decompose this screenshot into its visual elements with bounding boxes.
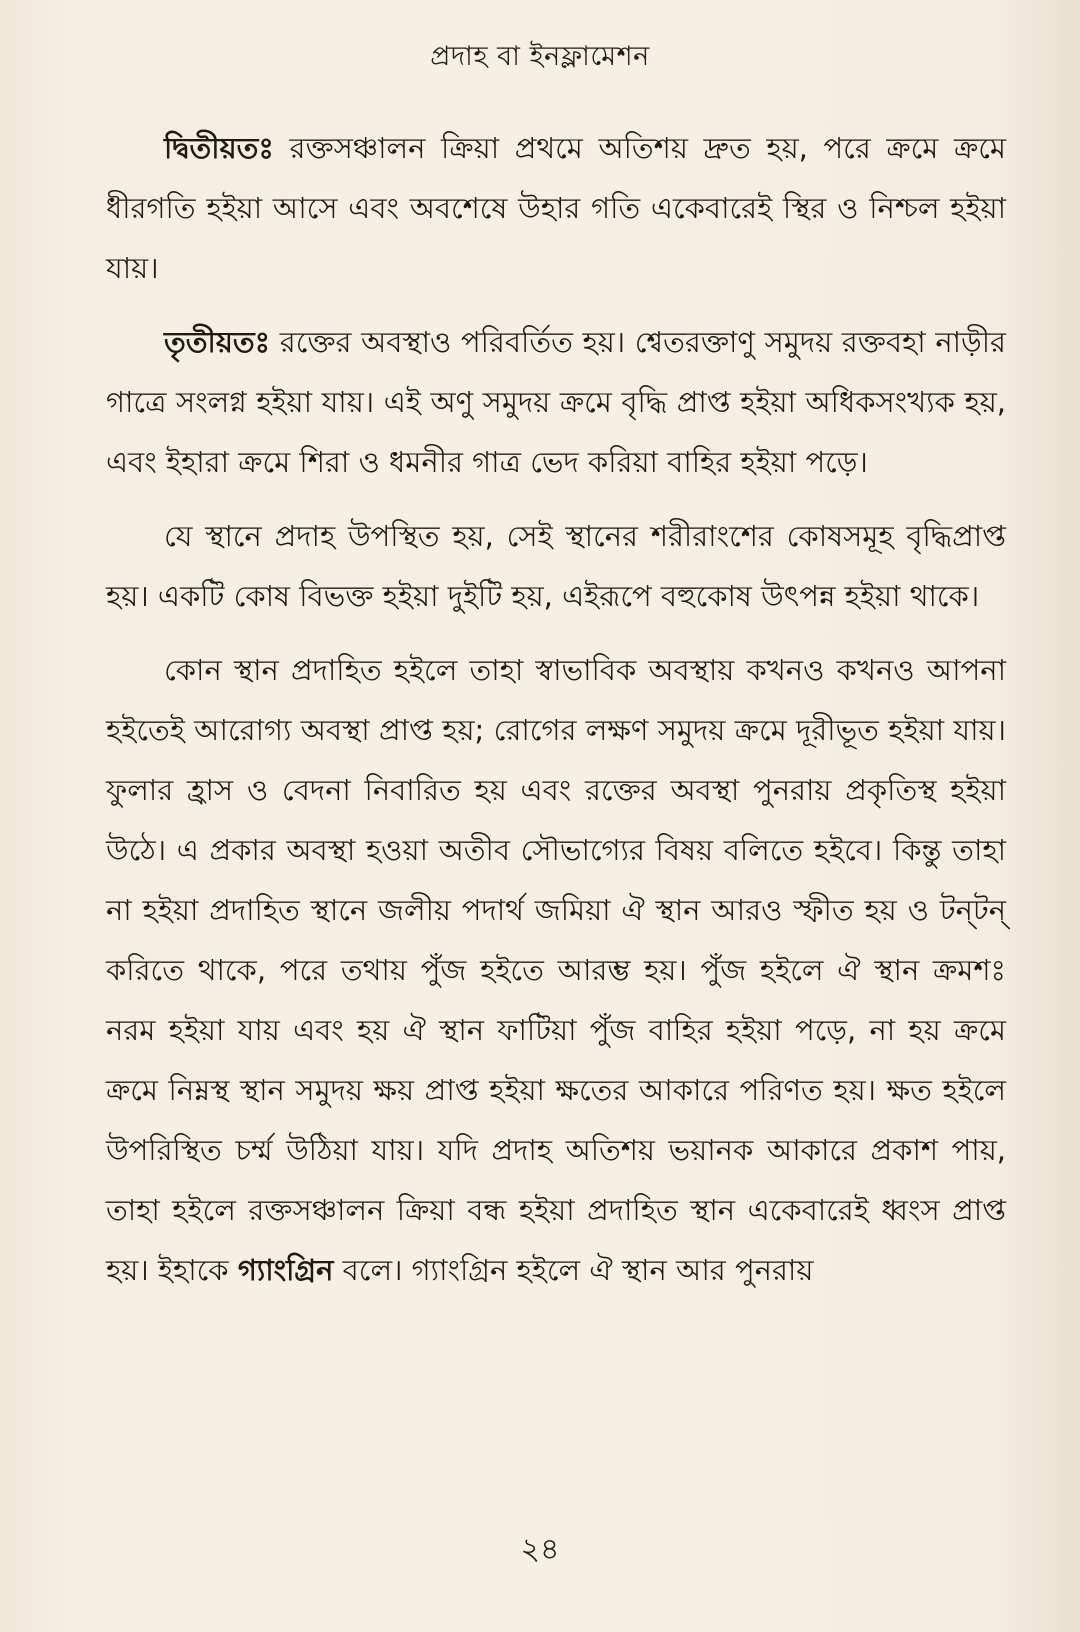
gangrene-term: গ্যাংগ্রিন bbox=[237, 1253, 334, 1287]
paragraph-text: বলে। গ্যাংগ্রিন হইলে ঐ স্থান আর পুনরায় bbox=[333, 1253, 814, 1287]
paragraph-outcome bbox=[106, 640, 1006, 1300]
paragraph-lead: তৃতীয়তঃ bbox=[164, 325, 271, 359]
paragraph-text: যে স্থানে প্রদাহ উপস্থিত হয়, সেই স্থানের শরীরাংশের কোষসমূহ বৃদ্ধিপ্রাপ্ত হয়। একটি কোষ বিভক্ত হইয়া দুইটি হয়, এইরূপে বহুকোষ উৎপন্ন হইয়া থাকে। bbox=[106, 519, 1006, 613]
paragraph-thirdly bbox=[106, 312, 1006, 492]
paragraph-cells bbox=[106, 506, 1006, 626]
paragraph-text: কোন স্থান প্রদাহিত হইলে তাহা স্বাভাবিক অবস্থায় কখনও কখনও আপনা হইতেই আরোগ্য অবস্থা প্রাপ্ত হয়; রোগের লক্ষণ সমুদয় ক্রমে দূরীভূত হইয়া যায়। ফুলার হ্রাস ও বেদনা নিবারিত হয় এবং রক্তের অবস্থা পুনরায় প্রকৃতিস্থ হইয়া উঠে। এ প্রকার অবস্থা হওয়া অতীব সৌভাগ্যের বিষয় বলিতে হইবে। কিন্তু তাহা না হইয়া প্রদাহিত স্থানে জলীয় পদার্থ জমিয়া ঐ স্থান আরও স্ফীত হয় ও টন্‌টন্ করিতে থাকে, পরে তথায় পুঁজ হইতে আরম্ভ হয়। পুঁজ হইলে ঐ স্থান ক্রমশঃ নরম হইয়া যায় এবং হয় ঐ স্থান ফাটিয়া পুঁজ বাহির হইয়া পড়ে, না হয় ক্রমে ক্রমে নিম্নস্থ স্থান সমুদয় ক্ষয় প্রাপ্ত হইয়া ক্ষতের আকারে পরিণত হয়। ক্ষত হইলে উপরিস্থিত চর্ম্ম উঠিয়া যায়। যদি প্রদাহ অতিশয় ভয়ানক আকারে প্রকাশ পায়, তাহা হইলে রক্তসঞ্চালন ক্রিয়া বন্ধ হইয়া প্রদাহিত স্থান একেবারেই ধ্বংস প্রাপ্ত হয়। ইহাকে bbox=[106, 653, 1007, 1287]
running-head: প্রদাহ বা ইনফ্লামেশন bbox=[430, 41, 650, 72]
paragraph-text: রক্তসঞ্চালন ক্রিয়া প্রথমে অতিশয় দ্রুত হয়, পরে ক্রমে ক্রমে ধীরগতি হইয়া আসে এবং অবশেষে উহার গতি একেবারেই স্থির ও নিশ্চল হইয়া যায়। bbox=[106, 131, 1006, 285]
page-number: ২৪ bbox=[520, 1532, 560, 1567]
body-text bbox=[106, 118, 1006, 1314]
paragraph-secondly bbox=[106, 118, 1006, 298]
paragraph-lead: দ্বিতীয়তঃ bbox=[164, 131, 274, 165]
paragraph-text: রক্তের অবস্থাও পরিবর্তিত হয়। শ্বেতরক্তাণু সমুদয় রক্তবহা নাড়ীর গাত্রে সংলগ্ন হইয়া যায়। এই অণু সমুদয় ক্রমে বৃদ্ধি প্রাপ্ত হইয়া অধিকসংখ্যক হয়, এবং ইহারা ক্রমে শিরা ও ধমনীর গাত্র ভেদ করিয়া বাহির হইয়া পড়ে। bbox=[106, 325, 1006, 479]
